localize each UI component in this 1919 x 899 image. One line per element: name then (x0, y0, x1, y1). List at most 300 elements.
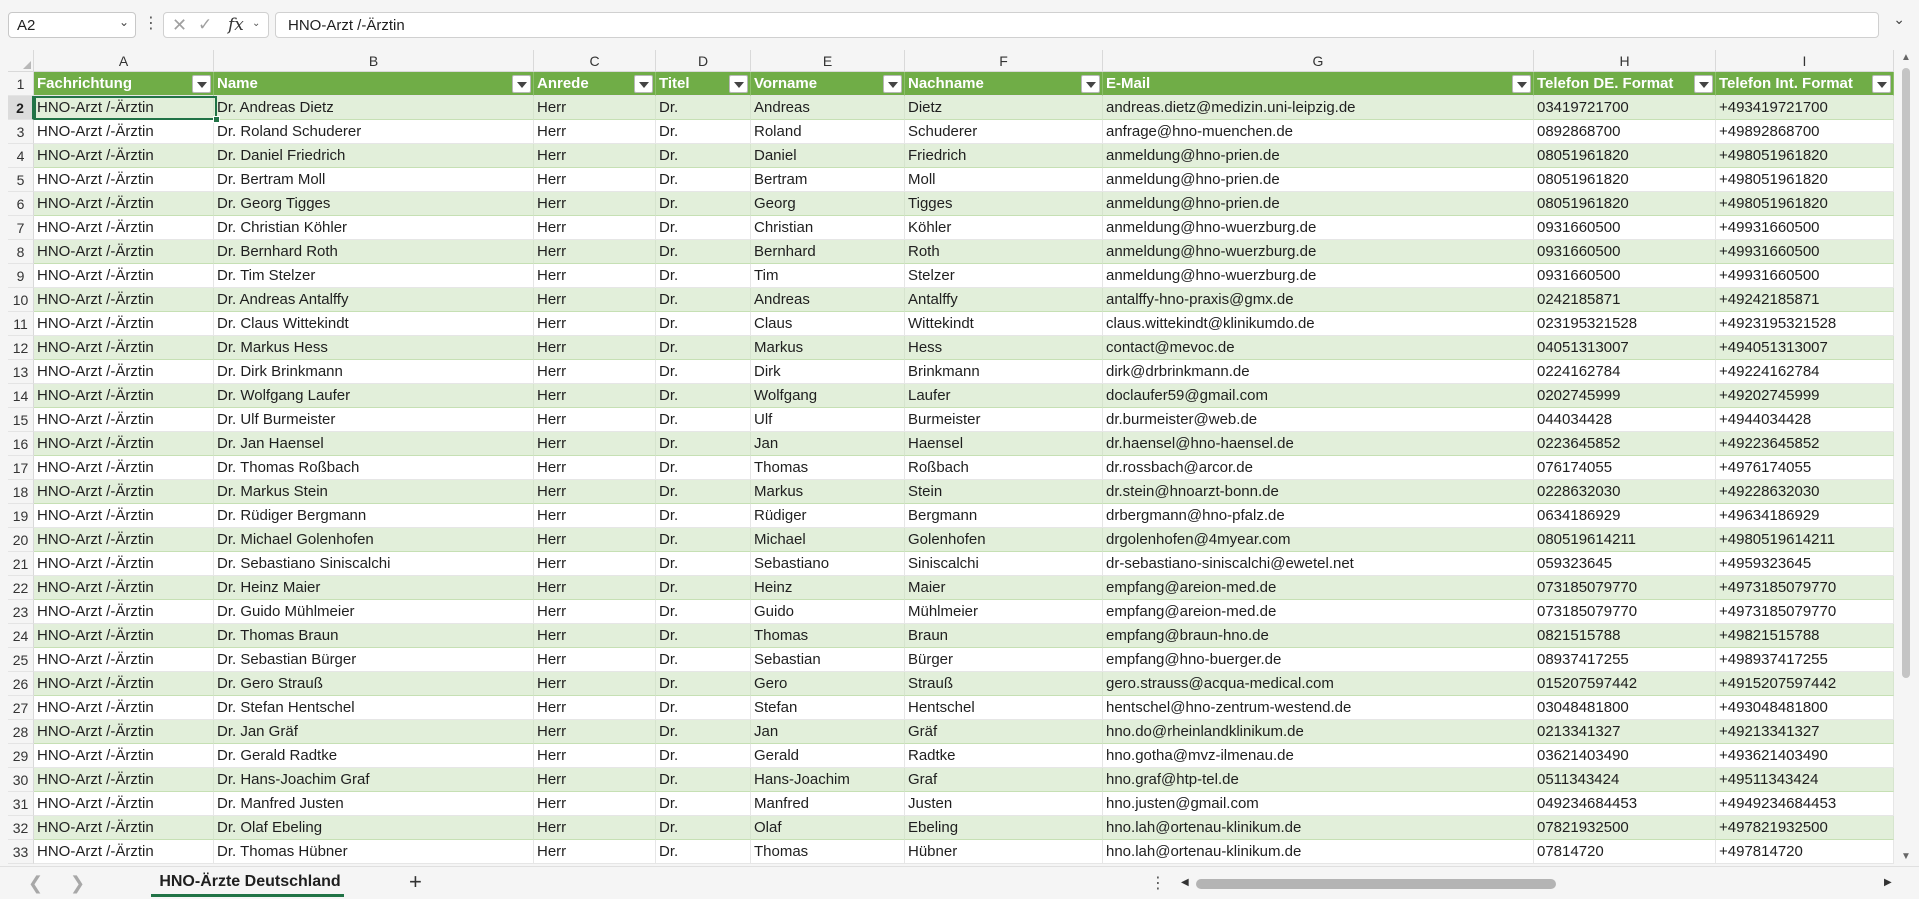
column-header-f[interactable]: F (905, 50, 1103, 72)
table-cell[interactable]: anmeldung@hno-prien.de (1103, 144, 1534, 168)
table-cell[interactable]: Dr. Bertram Moll (214, 168, 534, 192)
column-header-h[interactable]: H (1534, 50, 1716, 72)
table-cell[interactable]: Andreas (751, 288, 905, 312)
table-cell[interactable]: Ebeling (905, 816, 1103, 840)
table-cell[interactable]: Andreas (751, 96, 905, 120)
table-header-cell[interactable]: Telefon Int. Format (1716, 72, 1894, 96)
table-cell[interactable]: Herr (534, 408, 656, 432)
table-cell[interactable]: Dr. (656, 792, 751, 816)
table-cell[interactable]: Dr. Andreas Dietz (214, 96, 534, 120)
filter-dropdown-icon[interactable] (729, 75, 748, 93)
table-cell[interactable]: +493621403490 (1716, 744, 1894, 768)
table-cell[interactable]: Dr. Gero Strauß (214, 672, 534, 696)
table-cell[interactable]: Dr. (656, 216, 751, 240)
table-cell[interactable]: empfang@areion-med.de (1103, 576, 1534, 600)
table-cell[interactable]: Stein (905, 480, 1103, 504)
row-header[interactable]: 4 (8, 144, 34, 168)
table-cell[interactable]: Dr. (656, 192, 751, 216)
table-cell[interactable]: Dr. Olaf Ebeling (214, 816, 534, 840)
table-cell[interactable]: Daniel (751, 144, 905, 168)
table-cell[interactable]: Bernhard (751, 240, 905, 264)
table-cell[interactable]: 04051313007 (1534, 336, 1716, 360)
table-cell[interactable]: 023195321528 (1534, 312, 1716, 336)
fill-handle[interactable] (213, 116, 220, 123)
table-cell[interactable]: HNO-Arzt /-Ärztin (34, 408, 214, 432)
table-cell[interactable]: Dr. (656, 144, 751, 168)
table-cell[interactable]: anmeldung@hno-wuerzburg.de (1103, 240, 1534, 264)
table-cell[interactable]: Dr. (656, 672, 751, 696)
table-cell[interactable]: Haensel (905, 432, 1103, 456)
table-cell[interactable]: Dr. Claus Wittekindt (214, 312, 534, 336)
table-cell[interactable]: +49511343424 (1716, 768, 1894, 792)
table-cell[interactable]: +4973185079770 (1716, 600, 1894, 624)
table-cell[interactable]: Dr. Andreas Antalffy (214, 288, 534, 312)
sheet-grid[interactable] (34, 72, 1894, 866)
table-cell[interactable]: Herr (534, 696, 656, 720)
table-cell[interactable]: Herr (534, 288, 656, 312)
table-cell[interactable]: Herr (534, 792, 656, 816)
table-cell[interactable]: Herr (534, 264, 656, 288)
table-cell[interactable]: Bürger (905, 648, 1103, 672)
table-cell[interactable]: HNO-Arzt /-Ärztin (34, 504, 214, 528)
table-cell[interactable]: hno.do@rheinlandklinikum.de (1103, 720, 1534, 744)
table-cell[interactable]: Dietz (905, 96, 1103, 120)
table-cell[interactable]: Dr. (656, 312, 751, 336)
table-cell[interactable]: Dr. Tim Stelzer (214, 264, 534, 288)
table-header-cell[interactable]: E-Mail (1103, 72, 1534, 96)
table-header-cell[interactable]: Fachrichtung (34, 72, 214, 96)
table-cell[interactable]: empfang@hno-buerger.de (1103, 648, 1534, 672)
table-cell[interactable]: Herr (534, 648, 656, 672)
row-header[interactable]: 23 (8, 600, 34, 624)
table-cell[interactable]: Dr. (656, 720, 751, 744)
table-cell[interactable]: 073185079770 (1534, 576, 1716, 600)
column-header-c[interactable]: C (534, 50, 656, 72)
add-sheet-button[interactable]: + (409, 869, 422, 894)
filter-dropdown-icon[interactable] (1512, 75, 1531, 93)
table-cell[interactable]: HNO-Arzt /-Ärztin (34, 672, 214, 696)
table-cell[interactable]: anmeldung@hno-prien.de (1103, 168, 1534, 192)
table-cell[interactable]: HNO-Arzt /-Ärztin (34, 264, 214, 288)
table-cell[interactable]: Justen (905, 792, 1103, 816)
table-cell[interactable]: Sebastiano (751, 552, 905, 576)
row-header[interactable]: 10 (8, 288, 34, 312)
table-cell[interactable]: Tigges (905, 192, 1103, 216)
table-cell[interactable]: +4923195321528 (1716, 312, 1894, 336)
table-cell[interactable]: Jan (751, 432, 905, 456)
filter-dropdown-icon[interactable] (1872, 75, 1891, 93)
table-cell[interactable]: Herr (534, 600, 656, 624)
row-header[interactable]: 12 (8, 336, 34, 360)
row-header[interactable]: 28 (8, 720, 34, 744)
table-cell[interactable]: Herr (534, 432, 656, 456)
table-cell[interactable]: Hentschel (905, 696, 1103, 720)
table-cell[interactable]: Dr. Sebastiano Siniscalchi (214, 552, 534, 576)
row-header[interactable]: 22 (8, 576, 34, 600)
table-cell[interactable]: HNO-Arzt /-Ärztin (34, 336, 214, 360)
table-cell[interactable]: anfrage@hno-muenchen.de (1103, 120, 1534, 144)
table-cell[interactable]: Dr. (656, 816, 751, 840)
table-cell[interactable]: Christian (751, 216, 905, 240)
table-cell[interactable]: +49223645852 (1716, 432, 1894, 456)
table-cell[interactable]: dr-sebastiano-siniscalchi@ewetel.net (1103, 552, 1534, 576)
table-cell[interactable]: HNO-Arzt /-Ärztin (34, 816, 214, 840)
table-cell[interactable]: anmeldung@hno-prien.de (1103, 192, 1534, 216)
table-cell[interactable]: Schuderer (905, 120, 1103, 144)
table-cell[interactable]: dirk@drbrinkmann.de (1103, 360, 1534, 384)
table-cell[interactable]: +4976174055 (1716, 456, 1894, 480)
more-options-icon[interactable]: ⋮ (143, 15, 159, 32)
table-cell[interactable]: Dr. (656, 528, 751, 552)
table-cell[interactable]: +49931660500 (1716, 264, 1894, 288)
table-cell[interactable]: hentschel@hno-zentrum-westend.de (1103, 696, 1534, 720)
table-cell[interactable]: 0634186929 (1534, 504, 1716, 528)
row-header[interactable]: 11 (8, 312, 34, 336)
table-cell[interactable]: Dr. (656, 648, 751, 672)
table-cell[interactable]: HNO-Arzt /-Ärztin (34, 576, 214, 600)
filter-dropdown-icon[interactable] (1081, 75, 1100, 93)
table-cell[interactable]: Dr. (656, 600, 751, 624)
row-header[interactable]: 1 (8, 72, 34, 96)
table-cell[interactable]: Stefan (751, 696, 905, 720)
table-cell[interactable]: HNO-Arzt /-Ärztin (34, 480, 214, 504)
table-cell[interactable]: +49202745999 (1716, 384, 1894, 408)
filter-dropdown-icon[interactable] (1694, 75, 1713, 93)
table-cell[interactable]: HNO-Arzt /-Ärztin (34, 768, 214, 792)
table-cell[interactable]: 076174055 (1534, 456, 1716, 480)
table-cell[interactable]: Herr (534, 120, 656, 144)
row-header[interactable]: 6 (8, 192, 34, 216)
table-cell[interactable]: HNO-Arzt /-Ärztin (34, 312, 214, 336)
table-cell[interactable]: 07814720 (1534, 840, 1716, 864)
vertical-scrollbar[interactable] (1896, 50, 1916, 866)
table-cell[interactable]: 0511343424 (1534, 768, 1716, 792)
table-cell[interactable]: Dr. (656, 504, 751, 528)
scroll-up-icon[interactable]: ▲ (1901, 52, 1911, 63)
table-cell[interactable]: HNO-Arzt /-Ärztin (34, 432, 214, 456)
table-cell[interactable]: Roth (905, 240, 1103, 264)
table-cell[interactable]: HNO-Arzt /-Ärztin (34, 456, 214, 480)
table-cell[interactable]: Bertram (751, 168, 905, 192)
row-header[interactable]: 18 (8, 480, 34, 504)
table-cell[interactable]: +4944034428 (1716, 408, 1894, 432)
table-header-cell[interactable]: Titel (656, 72, 751, 96)
table-cell[interactable]: Herr (534, 744, 656, 768)
horizontal-scroll-thumb[interactable] (1196, 879, 1556, 889)
table-cell[interactable]: +49634186929 (1716, 504, 1894, 528)
table-cell[interactable]: Friedrich (905, 144, 1103, 168)
table-cell[interactable]: Moll (905, 168, 1103, 192)
table-cell[interactable]: Manfred (751, 792, 905, 816)
table-cell[interactable]: Dirk (751, 360, 905, 384)
table-cell[interactable]: 08051961820 (1534, 144, 1716, 168)
table-cell[interactable]: 08937417255 (1534, 648, 1716, 672)
scroll-right-icon[interactable]: ▶ (1884, 877, 1892, 888)
table-cell[interactable]: Dr. (656, 840, 751, 864)
table-cell[interactable]: HNO-Arzt /-Ärztin (34, 384, 214, 408)
table-cell[interactable]: Dr. (656, 552, 751, 576)
table-cell[interactable]: Herr (534, 216, 656, 240)
table-cell[interactable]: Stelzer (905, 264, 1103, 288)
chevron-down-icon[interactable]: ⌄ (118, 15, 129, 29)
insert-function-icon[interactable]: fx (228, 15, 244, 35)
table-cell[interactable]: HNO-Arzt /-Ärztin (34, 552, 214, 576)
row-header[interactable]: 31 (8, 792, 34, 816)
table-cell[interactable]: Dr. (656, 264, 751, 288)
row-header[interactable]: 5 (8, 168, 34, 192)
table-cell[interactable]: 0224162784 (1534, 360, 1716, 384)
column-header-d[interactable]: D (656, 50, 751, 72)
table-cell[interactable]: Siniscalchi (905, 552, 1103, 576)
row-header[interactable]: 2 (8, 96, 34, 120)
table-cell[interactable]: Hübner (905, 840, 1103, 864)
table-cell[interactable]: Strauß (905, 672, 1103, 696)
table-cell[interactable]: 080519614211 (1534, 528, 1716, 552)
table-cell[interactable]: Dr. Thomas Hübner (214, 840, 534, 864)
table-cell[interactable]: Herr (534, 840, 656, 864)
table-cell[interactable]: Dr. (656, 240, 751, 264)
table-cell[interactable]: +4980519614211 (1716, 528, 1894, 552)
table-cell[interactable]: Dr. Thomas Braun (214, 624, 534, 648)
table-cell[interactable]: Michael (751, 528, 905, 552)
table-cell[interactable]: 03419721700 (1534, 96, 1716, 120)
table-cell[interactable]: Dr. Manfred Justen (214, 792, 534, 816)
table-cell[interactable]: Herr (534, 144, 656, 168)
column-header-a[interactable]: A (34, 50, 214, 72)
table-cell[interactable]: HNO-Arzt /-Ärztin (34, 720, 214, 744)
table-cell[interactable]: Dr. (656, 408, 751, 432)
table-cell[interactable]: Dr. Sebastian Bürger (214, 648, 534, 672)
table-cell[interactable]: Tim (751, 264, 905, 288)
table-cell[interactable]: Dr. Guido Mühlmeier (214, 600, 534, 624)
table-cell[interactable]: HNO-Arzt /-Ärztin (34, 192, 214, 216)
column-header-g[interactable]: G (1103, 50, 1534, 72)
table-cell[interactable]: claus.wittekindt@klinikumdo.de (1103, 312, 1534, 336)
table-cell[interactable]: Herr (534, 624, 656, 648)
table-cell[interactable]: Herr (534, 168, 656, 192)
table-cell[interactable]: Golenhofen (905, 528, 1103, 552)
table-cell[interactable]: +49213341327 (1716, 720, 1894, 744)
table-cell[interactable]: +49931660500 (1716, 216, 1894, 240)
table-cell[interactable]: Dr. Michael Golenhofen (214, 528, 534, 552)
table-cell[interactable]: 0892868700 (1534, 120, 1716, 144)
table-cell[interactable]: HNO-Arzt /-Ärztin (34, 240, 214, 264)
table-cell[interactable]: HNO-Arzt /-Ärztin (34, 744, 214, 768)
table-cell[interactable]: Dr. (656, 576, 751, 600)
table-cell[interactable]: +49892868700 (1716, 120, 1894, 144)
table-cell[interactable]: +4973185079770 (1716, 576, 1894, 600)
previous-sheet-icon[interactable]: ❮ (28, 873, 44, 893)
table-cell[interactable]: HNO-Arzt /-Ärztin (34, 696, 214, 720)
table-cell[interactable]: Dr. Markus Hess (214, 336, 534, 360)
table-cell[interactable]: Brinkmann (905, 360, 1103, 384)
table-cell[interactable]: HNO-Arzt /-Ärztin (34, 144, 214, 168)
table-cell[interactable]: Herr (534, 96, 656, 120)
filter-dropdown-icon[interactable] (192, 75, 211, 93)
table-cell[interactable]: dr.rossbach@arcor.de (1103, 456, 1534, 480)
row-header[interactable]: 21 (8, 552, 34, 576)
table-cell[interactable]: 059323645 (1534, 552, 1716, 576)
table-cell[interactable]: Thomas (751, 624, 905, 648)
table-cell[interactable]: HNO-Arzt /-Ärztin (34, 96, 214, 120)
chevron-down-icon[interactable]: ⌄ (252, 18, 261, 29)
select-all-corner[interactable] (8, 50, 34, 72)
table-cell[interactable]: +498051961820 (1716, 168, 1894, 192)
table-cell[interactable]: Dr. (656, 696, 751, 720)
table-cell[interactable]: Herr (534, 720, 656, 744)
table-cell[interactable]: Dr. (656, 456, 751, 480)
table-cell[interactable]: Dr. (656, 168, 751, 192)
table-cell[interactable]: Dr. Georg Tigges (214, 192, 534, 216)
table-cell[interactable]: Thomas (751, 456, 905, 480)
table-cell[interactable]: Claus (751, 312, 905, 336)
table-cell[interactable]: HNO-Arzt /-Ärztin (34, 168, 214, 192)
table-cell[interactable]: 0202745999 (1534, 384, 1716, 408)
table-cell[interactable]: Laufer (905, 384, 1103, 408)
table-cell[interactable]: Georg (751, 192, 905, 216)
table-cell[interactable]: +498051961820 (1716, 144, 1894, 168)
table-cell[interactable]: Dr. (656, 768, 751, 792)
table-cell[interactable]: +498051961820 (1716, 192, 1894, 216)
table-cell[interactable]: 073185079770 (1534, 600, 1716, 624)
table-cell[interactable]: Olaf (751, 816, 905, 840)
table-cell[interactable]: Dr. (656, 336, 751, 360)
table-cell[interactable]: Dr. Dirk Brinkmann (214, 360, 534, 384)
more-options-icon[interactable]: ⋮ (1150, 875, 1166, 892)
table-cell[interactable]: Rüdiger (751, 504, 905, 528)
table-cell[interactable]: Dr. (656, 624, 751, 648)
table-cell[interactable]: Herr (534, 456, 656, 480)
table-cell[interactable]: Burmeister (905, 408, 1103, 432)
table-cell[interactable]: HNO-Arzt /-Ärztin (34, 840, 214, 864)
table-cell[interactable]: +49821515788 (1716, 624, 1894, 648)
table-cell[interactable]: Dr. (656, 120, 751, 144)
row-header[interactable]: 8 (8, 240, 34, 264)
table-cell[interactable]: Herr (534, 504, 656, 528)
table-cell[interactable]: Herr (534, 336, 656, 360)
table-cell[interactable]: hno.gotha@mvz-ilmenau.de (1103, 744, 1534, 768)
row-header[interactable]: 15 (8, 408, 34, 432)
row-header[interactable]: 27 (8, 696, 34, 720)
table-cell[interactable]: Herr (534, 768, 656, 792)
table-cell[interactable]: +49242185871 (1716, 288, 1894, 312)
formula-input[interactable] (275, 12, 1879, 38)
table-cell[interactable]: Dr. (656, 480, 751, 504)
table-cell[interactable]: Antalffy (905, 288, 1103, 312)
row-header[interactable]: 9 (8, 264, 34, 288)
table-cell[interactable]: Roßbach (905, 456, 1103, 480)
table-cell[interactable]: HNO-Arzt /-Ärztin (34, 600, 214, 624)
table-cell[interactable]: 0242185871 (1534, 288, 1716, 312)
table-cell[interactable]: +49224162784 (1716, 360, 1894, 384)
table-cell[interactable]: hno.justen@gmail.com (1103, 792, 1534, 816)
table-cell[interactable]: 0223645852 (1534, 432, 1716, 456)
table-cell[interactable]: Dr. Daniel Friedrich (214, 144, 534, 168)
table-cell[interactable]: Maier (905, 576, 1103, 600)
table-cell[interactable]: Heinz (751, 576, 905, 600)
row-header[interactable]: 24 (8, 624, 34, 648)
table-cell[interactable]: +4959323645 (1716, 552, 1894, 576)
scroll-left-icon[interactable]: ◀ (1181, 877, 1189, 888)
table-cell[interactable]: +494051313007 (1716, 336, 1894, 360)
table-cell[interactable]: Herr (534, 672, 656, 696)
table-cell[interactable]: HNO-Arzt /-Ärztin (34, 648, 214, 672)
table-cell[interactable]: 08051961820 (1534, 168, 1716, 192)
expand-formula-bar-icon[interactable]: ⌄ (1893, 11, 1905, 27)
table-cell[interactable]: Dr. (656, 744, 751, 768)
table-header-cell[interactable]: Nachname (905, 72, 1103, 96)
table-cell[interactable]: Dr. (656, 288, 751, 312)
table-cell[interactable]: HNO-Arzt /-Ärztin (34, 528, 214, 552)
row-header[interactable]: 32 (8, 816, 34, 840)
table-cell[interactable]: gero.strauss@acqua-medical.com (1103, 672, 1534, 696)
table-cell[interactable]: HNO-Arzt /-Ärztin (34, 624, 214, 648)
table-cell[interactable]: Dr. Wolfgang Laufer (214, 384, 534, 408)
table-cell[interactable]: 0228632030 (1534, 480, 1716, 504)
table-cell[interactable]: Dr. Markus Stein (214, 480, 534, 504)
table-cell[interactable]: Herr (534, 192, 656, 216)
table-cell[interactable]: Gerald (751, 744, 905, 768)
table-cell[interactable]: Dr. Heinz Maier (214, 576, 534, 600)
table-cell[interactable]: 044034428 (1534, 408, 1716, 432)
table-cell[interactable]: andreas.dietz@medizin.uni-leipzig.de (1103, 96, 1534, 120)
table-cell[interactable]: Braun (905, 624, 1103, 648)
table-cell[interactable]: Herr (534, 528, 656, 552)
row-header[interactable]: 33 (8, 840, 34, 864)
table-cell[interactable]: 07821932500 (1534, 816, 1716, 840)
table-cell[interactable]: 015207597442 (1534, 672, 1716, 696)
table-cell[interactable]: Herr (534, 816, 656, 840)
table-header-cell[interactable]: Name (214, 72, 534, 96)
column-header-i[interactable]: I (1716, 50, 1894, 72)
table-cell[interactable]: Dr. Roland Schuderer (214, 120, 534, 144)
table-cell[interactable]: 03621403490 (1534, 744, 1716, 768)
table-cell[interactable]: 03048481800 (1534, 696, 1716, 720)
table-cell[interactable]: Bergmann (905, 504, 1103, 528)
table-cell[interactable]: Dr. (656, 96, 751, 120)
table-cell[interactable]: Roland (751, 120, 905, 144)
table-cell[interactable]: Dr. Stefan Hentschel (214, 696, 534, 720)
table-cell[interactable]: +4949234684453 (1716, 792, 1894, 816)
table-cell[interactable]: Ulf (751, 408, 905, 432)
table-cell[interactable]: dr.stein@hnoarzt-bonn.de (1103, 480, 1534, 504)
table-cell[interactable]: doclaufer59@gmail.com (1103, 384, 1534, 408)
table-cell[interactable]: HNO-Arzt /-Ärztin (34, 288, 214, 312)
table-cell[interactable]: anmeldung@hno-wuerzburg.de (1103, 264, 1534, 288)
table-cell[interactable]: +493048481800 (1716, 696, 1894, 720)
table-cell[interactable]: +497821932500 (1716, 816, 1894, 840)
scroll-down-icon[interactable]: ▼ (1901, 851, 1911, 862)
table-cell[interactable]: Herr (534, 576, 656, 600)
column-header-e[interactable]: E (751, 50, 905, 72)
table-cell[interactable]: 0931660500 (1534, 240, 1716, 264)
table-cell[interactable]: +497814720 (1716, 840, 1894, 864)
name-box[interactable] (8, 12, 136, 38)
table-cell[interactable]: 049234684453 (1534, 792, 1716, 816)
table-cell[interactable]: 0931660500 (1534, 216, 1716, 240)
table-cell[interactable]: Wittekindt (905, 312, 1103, 336)
table-cell[interactable]: Dr. Ulf Burmeister (214, 408, 534, 432)
table-cell[interactable]: Radtke (905, 744, 1103, 768)
table-cell[interactable]: Markus (751, 480, 905, 504)
vertical-scroll-thumb[interactable] (1902, 68, 1910, 678)
table-cell[interactable]: 0931660500 (1534, 264, 1716, 288)
table-cell[interactable]: Herr (534, 480, 656, 504)
table-cell[interactable]: Dr. Thomas Roßbach (214, 456, 534, 480)
row-header[interactable]: 7 (8, 216, 34, 240)
row-header[interactable]: 14 (8, 384, 34, 408)
table-cell[interactable]: Gero (751, 672, 905, 696)
